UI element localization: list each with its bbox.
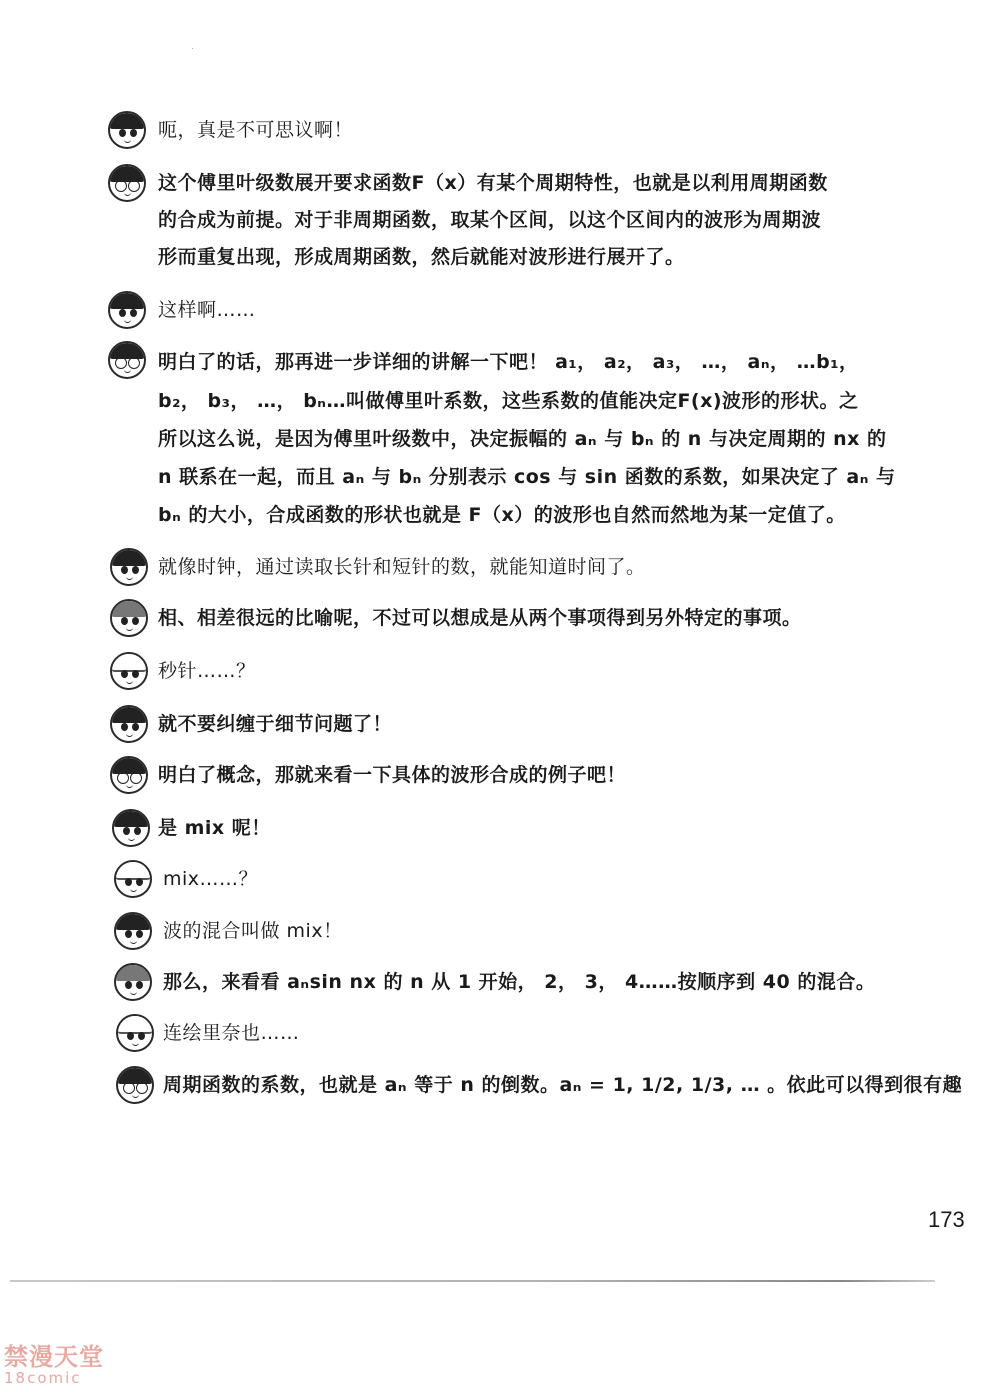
watermark-line2: 18comic	[4, 1369, 82, 1387]
dialogue-line: 是 mix 呢！	[158, 817, 271, 839]
avatar-dark-hair	[110, 705, 148, 743]
dialogue-line: 形而重复出现，形成周期函数，然后就能对波形进行展开了。	[158, 246, 685, 268]
dialogue-line: n 联系在一起，而且 aₙ 与 bₙ 分别表示 cos 与 sin 函数的系数，如果决定了 aₙ 与	[158, 466, 896, 488]
avatar-dark-hair	[110, 548, 148, 586]
avatar-glasses	[108, 164, 146, 202]
dialogue-line: 的合成为前提。对于非周期函数，取某个区间，以这个区间内的波形为周期波	[158, 209, 822, 231]
dialogue-line: 呃，真是不可思议啊！	[158, 119, 354, 141]
dialogue-line: 明白了概念，那就来看一下具体的波形合成的例子吧！	[158, 764, 627, 786]
dialogue-line: 连绘里奈也……	[163, 1022, 300, 1044]
avatar-dark-hair	[108, 291, 146, 329]
avatar-dark-hair	[112, 809, 150, 847]
avatar-light-hair	[114, 860, 152, 898]
avatar-glasses	[116, 1066, 154, 1104]
avatar-grey-hair	[110, 599, 148, 637]
dialogue-line: 这样啊……	[158, 299, 256, 321]
avatar-dark-hair	[114, 912, 152, 950]
dialogue-line: 波的混合叫做 mix！	[163, 920, 343, 942]
dialogue-line: 这个傅里叶级数展开要求函数F（x）有某个周期特性，也就是以利用周期函数	[158, 172, 828, 194]
avatar-light-hair	[116, 1014, 154, 1052]
dialogue-line: 相、相差很远的比喻呢，不过可以想成是从两个事项得到另外特定的事项。	[158, 607, 802, 629]
avatar-light-hair	[110, 652, 148, 690]
avatar-glasses	[108, 341, 146, 379]
scan-speck	[192, 48, 193, 49]
dialogue-line: 所以这么说，是因为傅里叶级数中，决定振幅的 aₙ 与 bₙ 的 n 与决定周期的 nx 的	[158, 428, 887, 450]
watermark-line1: 禁漫天堂	[4, 1343, 104, 1371]
dialogue-line: bₙ 的大小，合成函数的形状也就是 F（x）的波形也自然而然地为某一定值了。	[158, 504, 846, 526]
footer-rule	[10, 1280, 935, 1282]
avatar-dark-hair	[108, 111, 146, 149]
dialogue-line: 就不要纠缠于细节问题了！	[158, 713, 393, 735]
dialogue-line: 周期函数的系数，也就是 aₙ 等于 n 的倒数。aₙ = 1, 1/2, 1/3, … 。依此可以得到很有趣	[163, 1074, 963, 1096]
dialogue-line: 就像时钟，通过读取长针和短针的数，就能知道时间了。	[158, 556, 646, 578]
dialogue-line: mix……？	[163, 868, 259, 890]
watermark-logo	[4, 1344, 104, 1386]
dialogue-line: b₂， b₃， …， bₙ…叫做傅里叶系数，这些系数的值能决定F(x)波形的形状。之	[158, 390, 859, 412]
dialogue-line: 那么，来看看 aₙsin nx 的 n 从 1 开始， 2， 3， 4……按顺序到 40 的混合。	[163, 971, 876, 993]
avatar-grey-hair	[114, 963, 152, 1001]
dialogue-line: 明白了的话，那再进一步详细的讲解一下吧！ a₁， a₂， a₃， …， aₙ， …b₁，	[158, 351, 859, 373]
dialogue-line: 秒针……？	[158, 660, 256, 682]
page-number: 173	[928, 1207, 965, 1232]
avatar-glasses	[110, 756, 148, 794]
